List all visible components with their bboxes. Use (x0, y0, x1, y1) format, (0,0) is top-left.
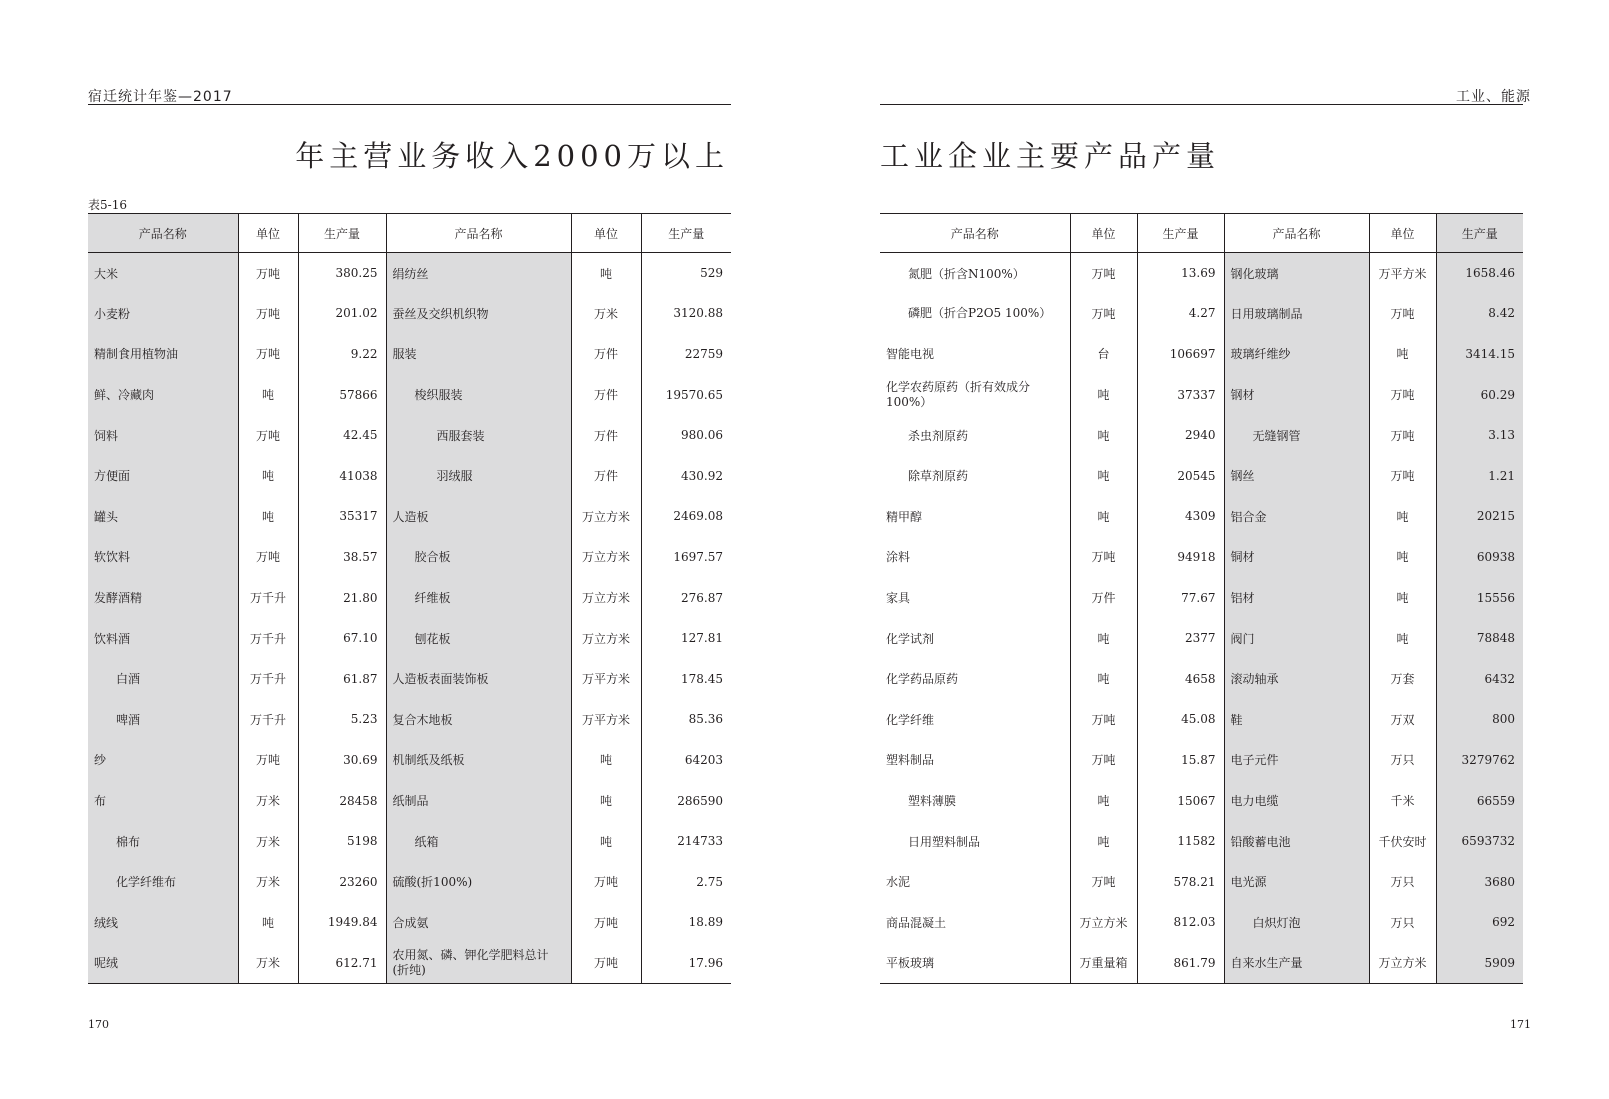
product-name-cell: 精制食用植物油 (88, 334, 238, 375)
unit-cell: 万吨 (238, 293, 298, 334)
output-cell: 77.67 (1137, 577, 1224, 618)
product-name-cell: 纸箱 (386, 821, 571, 862)
output-cell: 4658 (1137, 658, 1224, 699)
product-name-cell: 塑料制品 (880, 740, 1070, 781)
output-cell: 13.69 (1137, 253, 1224, 294)
header-rule (88, 104, 731, 105)
unit-cell: 吨 (1070, 780, 1137, 821)
output-cell: 127.81 (681, 631, 723, 646)
table-row (88, 780, 731, 821)
output-cell: 612.71 (298, 943, 386, 984)
product-name-cell: 铜材 (1224, 537, 1369, 578)
output-cell: 276.87 (681, 590, 723, 605)
unit-cell: 万重量箱 (1070, 943, 1137, 984)
output-cell: 578.21 (1137, 861, 1224, 902)
unit-cell: 万吨 (1070, 253, 1137, 294)
output-cell: 2940 (1137, 415, 1224, 456)
product-name-cell: 钢化玻璃 (1224, 253, 1369, 294)
output-cell: 178.45 (681, 671, 723, 686)
product-name-cell: 电子元件 (1224, 740, 1369, 781)
unit-cell: 万米 (238, 943, 298, 984)
unit-cell: 万吨 (571, 943, 641, 984)
unit-cell: 万吨 (571, 902, 641, 943)
product-name-cell: 布 (88, 780, 238, 821)
unit-cell: 万千升 (238, 699, 298, 740)
table-row (88, 293, 731, 334)
unit-cell: 吨 (1070, 618, 1137, 659)
unit-cell: 万吨 (238, 537, 298, 578)
product-name-cell: 西服套装 (386, 415, 571, 456)
unit-cell: 万件 (571, 415, 641, 456)
output-cell: 800 (1436, 699, 1523, 740)
product-name-cell: 智能电视 (880, 334, 1070, 375)
product-name-cell: 电光源 (1224, 861, 1369, 902)
product-name-cell: 复合木地板 (386, 699, 571, 740)
table-row (88, 861, 731, 902)
table-row (880, 496, 1523, 537)
unit-cell: 吨 (1369, 334, 1436, 375)
output-cell: 94918 (1137, 537, 1224, 578)
unit-cell: 吨 (1369, 537, 1436, 578)
header-rule (880, 104, 1523, 105)
table-row (880, 618, 1523, 659)
product-name-cell: 软饮料 (88, 537, 238, 578)
table-row (880, 780, 1523, 821)
product-name-cell: 商品混凝土 (880, 902, 1070, 943)
output-cell: 380.25 (298, 253, 386, 294)
product-name-cell: 纸制品 (386, 780, 571, 821)
page-title: 工业企业主要产品产量 (880, 139, 1221, 173)
product-name-cell: 铝材 (1224, 577, 1369, 618)
output-cell: 8.42 (1436, 293, 1523, 334)
output-cell: 1658.46 (1436, 253, 1523, 294)
unit-cell: 吨 (571, 780, 641, 821)
unit-cell: 万吨 (1070, 293, 1137, 334)
product-name-cell: 钢材 (1224, 374, 1369, 415)
unit-cell: 吨 (571, 253, 641, 294)
unit-cell: 万米 (571, 293, 641, 334)
unit-cell: 万立方米 (571, 577, 641, 618)
product-name-cell: 服装 (386, 334, 571, 375)
unit-cell: 万吨 (1070, 740, 1137, 781)
header-unit: 单位 (238, 214, 298, 253)
page-title: 年主营业务收入2000万以上 (295, 139, 729, 173)
header-output: 生产量 (1137, 214, 1224, 253)
output-cell: 3120.88 (673, 306, 723, 321)
product-name-cell: 梭织服装 (386, 374, 571, 415)
output-cell: 18.89 (688, 915, 723, 930)
output-cell: 37337 (1137, 374, 1224, 415)
unit-cell: 吨 (238, 496, 298, 537)
product-name-cell: 杀虫剂原药 (880, 415, 1070, 456)
output-cell: 861.79 (1137, 943, 1224, 984)
unit-cell: 吨 (571, 740, 641, 781)
output-cell: 3414.15 (1436, 334, 1523, 375)
unit-cell: 万平方米 (571, 699, 641, 740)
output-cell: 812.03 (1137, 902, 1224, 943)
header-output: 生产量 (1436, 214, 1523, 253)
output-cell: 41038 (298, 455, 386, 496)
product-name-cell: 人造板表面装饰板 (386, 658, 571, 699)
unit-cell: 吨 (1070, 496, 1137, 537)
output-cell: 201.02 (298, 293, 386, 334)
output-cell: 5.23 (298, 699, 386, 740)
output-cell: 1.21 (1436, 455, 1523, 496)
left-page (0, 0, 800, 1099)
product-name-cell: 饮料酒 (88, 618, 238, 659)
output-cell: 22759 (684, 346, 723, 361)
table-row (880, 455, 1523, 496)
table-row (880, 943, 1523, 984)
header-unit: 单位 (1369, 214, 1436, 253)
output-cell: 61.87 (298, 658, 386, 699)
product-name-cell: 阀门 (1224, 618, 1369, 659)
unit-cell: 万立方米 (571, 537, 641, 578)
unit-cell: 万吨 (1369, 293, 1436, 334)
output-cell: 4.27 (1137, 293, 1224, 334)
output-cell: 1697.57 (673, 549, 723, 564)
product-name-cell: 硫酸(折100%) (386, 861, 571, 902)
output-cell: 529 (700, 266, 723, 281)
output-cell: 3680 (1436, 861, 1523, 902)
table-row (88, 740, 731, 781)
unit-cell: 万件 (571, 334, 641, 375)
unit-cell: 万千升 (238, 577, 298, 618)
unit-cell: 吨 (1369, 577, 1436, 618)
unit-cell: 吨 (238, 455, 298, 496)
product-name-cell: 玻璃纤维纱 (1224, 334, 1369, 375)
unit-cell: 万米 (238, 861, 298, 902)
product-name-cell: 羽绒服 (386, 455, 571, 496)
product-name-cell: 铅酸蓄电池 (1224, 821, 1369, 862)
output-cell: 38.57 (298, 537, 386, 578)
unit-cell: 千伏安时 (1369, 821, 1436, 862)
table-row (88, 658, 731, 699)
table-row (880, 374, 1523, 415)
output-cell: 21.80 (298, 577, 386, 618)
header-unit: 单位 (1070, 214, 1137, 253)
product-name-cell: 滚动轴承 (1224, 658, 1369, 699)
output-cell: 20215 (1436, 496, 1523, 537)
product-name-cell: 发酵酒精 (88, 577, 238, 618)
table-row (880, 577, 1523, 618)
unit-cell: 万米 (238, 821, 298, 862)
table-header-row (88, 214, 731, 253)
product-name-cell: 电力电缆 (1224, 780, 1369, 821)
table-row (880, 415, 1523, 456)
product-name-cell: 罐头 (88, 496, 238, 537)
header-product-name: 产品名称 (1224, 214, 1369, 253)
running-head: 宿迁统计年鉴—2017 (88, 89, 233, 105)
output-cell: 15067 (1137, 780, 1224, 821)
table-row (880, 902, 1523, 943)
output-cell: 60938 (1436, 537, 1523, 578)
product-name-cell: 化学纤维 (880, 699, 1070, 740)
table-row (88, 943, 731, 984)
product-name-cell: 平板玻璃 (880, 943, 1070, 984)
product-name-cell: 涂料 (880, 537, 1070, 578)
product-name-cell: 大米 (88, 253, 238, 294)
product-name-cell: 化学药品原药 (880, 658, 1070, 699)
output-cell: 6432 (1436, 658, 1523, 699)
unit-cell: 千米 (1369, 780, 1436, 821)
unit-cell: 万吨 (1369, 455, 1436, 496)
unit-cell: 万平方米 (571, 658, 641, 699)
output-cell: 35317 (298, 496, 386, 537)
output-cell: 78848 (1436, 618, 1523, 659)
product-name-cell: 白酒 (88, 658, 238, 699)
product-name-cell: 水泥 (880, 861, 1070, 902)
unit-cell: 台 (1070, 334, 1137, 375)
table-row (880, 699, 1523, 740)
output-cell: 3279762 (1436, 740, 1523, 781)
output-cell: 6593732 (1436, 821, 1523, 862)
unit-cell: 万吨 (238, 415, 298, 456)
output-cell: 66559 (1436, 780, 1523, 821)
header-product-name: 产品名称 (88, 214, 238, 253)
unit-cell: 吨 (1070, 374, 1137, 415)
unit-cell: 万吨 (1369, 415, 1436, 456)
header-output: 生产量 (641, 214, 731, 253)
output-cell: 692 (1436, 902, 1523, 943)
header-unit: 单位 (571, 214, 641, 253)
output-cell: 5198 (298, 821, 386, 862)
unit-cell: 吨 (1369, 496, 1436, 537)
unit-cell: 万吨 (1070, 537, 1137, 578)
header-product-name: 产品名称 (880, 214, 1070, 253)
output-cell: 9.22 (298, 334, 386, 375)
table-row (88, 821, 731, 862)
output-cell: 23260 (298, 861, 386, 902)
product-name-cell: 日用玻璃制品 (1224, 293, 1369, 334)
header-output: 生产量 (298, 214, 386, 253)
output-cell: 286590 (677, 793, 723, 808)
table-row (88, 374, 731, 415)
output-cell: 11582 (1137, 821, 1224, 862)
right-page (800, 0, 1609, 1099)
table-number: 表5-16 (88, 198, 127, 212)
unit-cell: 万吨 (1070, 861, 1137, 902)
output-cell: 5909 (1436, 943, 1523, 984)
unit-cell: 吨 (1070, 415, 1137, 456)
table-header-row (880, 214, 1523, 253)
product-name-cell: 无缝钢管 (1224, 415, 1369, 456)
output-cell: 2469.08 (673, 509, 723, 524)
output-cell: 45.08 (1137, 699, 1224, 740)
table-row (880, 740, 1523, 781)
product-name-cell: 棉布 (88, 821, 238, 862)
unit-cell: 万只 (1369, 740, 1436, 781)
output-cell: 3.13 (1436, 415, 1523, 456)
product-name-cell: 合成氨 (386, 902, 571, 943)
table-row (88, 577, 731, 618)
product-name-cell: 饲料 (88, 415, 238, 456)
output-cell: 30.69 (298, 740, 386, 781)
table-row (88, 537, 731, 578)
unit-cell: 万件 (1070, 577, 1137, 618)
table-row (880, 821, 1523, 862)
unit-cell: 万吨 (238, 334, 298, 375)
unit-cell: 吨 (1369, 618, 1436, 659)
unit-cell: 万双 (1369, 699, 1436, 740)
unit-cell: 吨 (571, 821, 641, 862)
table-row (880, 334, 1523, 375)
output-cell: 67.10 (298, 618, 386, 659)
product-name-cell: 铝合金 (1224, 496, 1369, 537)
product-name-cell: 自来水生产量 (1224, 943, 1369, 984)
output-cell: 15556 (1436, 577, 1523, 618)
table-row (880, 537, 1523, 578)
unit-cell: 吨 (238, 374, 298, 415)
unit-cell: 万套 (1369, 658, 1436, 699)
product-table-right (880, 213, 1523, 984)
product-name-cell: 化学纤维布 (88, 861, 238, 902)
product-name-cell: 精甲醇 (880, 496, 1070, 537)
output-cell: 17.96 (641, 943, 731, 984)
product-name-cell: 方便面 (88, 455, 238, 496)
table-row (880, 293, 1523, 334)
output-cell: 57866 (298, 374, 386, 415)
product-name-cell: 家具 (880, 577, 1070, 618)
product-name-cell: 刨花板 (386, 618, 571, 659)
product-name-cell: 绒线 (88, 902, 238, 943)
unit-cell: 吨 (1070, 658, 1137, 699)
output-cell: 42.45 (298, 415, 386, 456)
unit-cell: 万立方米 (1369, 943, 1436, 984)
unit-cell: 吨 (1070, 455, 1137, 496)
unit-cell: 万件 (571, 455, 641, 496)
output-cell: 60.29 (1436, 374, 1523, 415)
product-name-cell: 纤维板 (386, 577, 571, 618)
product-name-cell: 胶合板 (386, 537, 571, 578)
running-head: 工业、能源 (1456, 89, 1531, 105)
product-name-cell: 小麦粉 (88, 293, 238, 334)
unit-cell: 万吨 (238, 253, 298, 294)
unit-cell: 万米 (238, 780, 298, 821)
product-name-cell: 纱 (88, 740, 238, 781)
table-row (88, 455, 731, 496)
output-cell: 980.06 (681, 428, 723, 443)
unit-cell: 万立方米 (1070, 902, 1137, 943)
product-name-cell: 除草剂原药 (880, 455, 1070, 496)
table-row (880, 861, 1523, 902)
header-product-name: 产品名称 (386, 214, 571, 253)
output-cell: 64203 (684, 752, 723, 767)
product-name-cell: 化学农药原药（折有效成分100%） (880, 374, 1070, 415)
table-row (880, 253, 1523, 294)
output-cell: 85.36 (688, 712, 723, 727)
product-name-cell: 磷肥（折合P2O5 100%） (880, 293, 1070, 334)
table-row (88, 415, 731, 456)
output-cell: 1949.84 (298, 902, 386, 943)
table-row (88, 699, 731, 740)
product-name-cell: 蚕丝及交织机织物 (386, 293, 571, 334)
product-name-cell: 白炽灯泡 (1224, 902, 1369, 943)
product-name-cell: 塑料薄膜 (880, 780, 1070, 821)
product-name-cell: 鲜、冷藏肉 (88, 374, 238, 415)
product-name-cell: 氮肥（折含N100%） (880, 253, 1070, 294)
table-row (88, 334, 731, 375)
product-name-cell: 化学试剂 (880, 618, 1070, 659)
table-row (880, 658, 1523, 699)
product-name-cell: 机制纸及纸板 (386, 740, 571, 781)
output-cell: 4309 (1137, 496, 1224, 537)
unit-cell: 万吨 (571, 861, 641, 902)
unit-cell: 万吨 (1070, 699, 1137, 740)
table-row (88, 618, 731, 659)
unit-cell: 万吨 (238, 740, 298, 781)
unit-cell: 万平方米 (1369, 253, 1436, 294)
table-row (88, 496, 731, 537)
unit-cell: 万立方米 (571, 618, 641, 659)
output-cell: 20545 (1137, 455, 1224, 496)
output-cell: 2.75 (696, 874, 723, 889)
product-name-cell: 农用氮、磷、钾化学肥料总计(折纯) (386, 943, 571, 984)
product-name-cell: 绢纺丝 (386, 253, 571, 294)
page-number: 170 (88, 1018, 109, 1031)
output-cell: 430.92 (681, 468, 723, 483)
page-number: 171 (1510, 1018, 1531, 1031)
output-cell: 214733 (677, 834, 723, 849)
unit-cell: 万吨 (1369, 374, 1436, 415)
unit-cell: 吨 (1070, 821, 1137, 862)
product-name-cell: 日用塑料制品 (880, 821, 1070, 862)
product-name-cell: 钢丝 (1224, 455, 1369, 496)
output-cell: 15.87 (1137, 740, 1224, 781)
unit-cell: 万立方米 (571, 496, 641, 537)
unit-cell: 万只 (1369, 861, 1436, 902)
product-name-cell: 呢绒 (88, 943, 238, 984)
unit-cell: 万千升 (238, 618, 298, 659)
unit-cell: 万千升 (238, 658, 298, 699)
table-row (88, 253, 731, 294)
product-name-cell: 鞋 (1224, 699, 1369, 740)
output-cell: 19570.65 (665, 387, 723, 402)
output-cell: 28458 (298, 780, 386, 821)
output-cell: 2377 (1137, 618, 1224, 659)
unit-cell: 万只 (1369, 902, 1436, 943)
product-name-cell: 人造板 (386, 496, 571, 537)
product-table-left (88, 213, 731, 984)
output-cell: 106697 (1137, 334, 1224, 375)
product-name-cell: 啤酒 (88, 699, 238, 740)
unit-cell: 吨 (238, 902, 298, 943)
table-row (88, 902, 731, 943)
unit-cell: 万件 (571, 374, 641, 415)
